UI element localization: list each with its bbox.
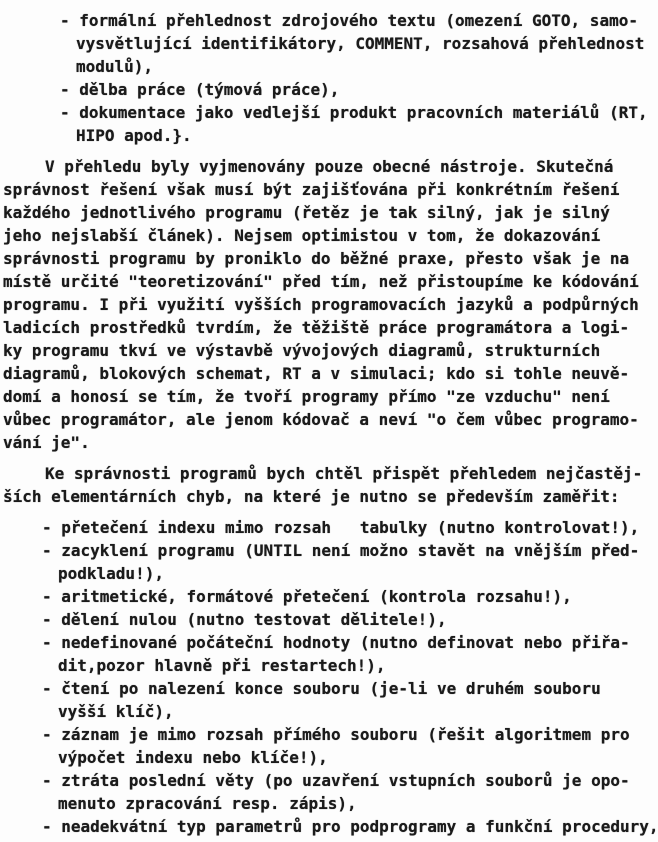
- top-list-item-3-line-2: HIPO apod.}.: [76, 126, 192, 145]
- paragraph-1-line-1: V přehledu byly vyjmenovány pouze obecné nástroje. Skutečná: [45, 157, 614, 176]
- paragraph-1-line-5: správnosti programu by proniklo do běžné praxe, přesto však je na: [3, 249, 630, 268]
- paragraph-1-line-10: diagramů, blokových schemat, RT a v simulaci; kdo si tohle neuvě-: [3, 364, 630, 383]
- paragraph-2-line-2: ších elementárních chyb, na které je nutno se především zaměřit:: [3, 487, 620, 506]
- error-list-item-3-line-1: - aritmetické, formátové přetečení (kontrola rozsahu!),: [42, 587, 572, 606]
- error-list-item-4-line-1: - dělení nulou (nutno testovat dělitele!),: [42, 610, 447, 629]
- error-list-item-9-line-1: - neadekvátní typ parametrů pro podprogramy a funkční procedury,: [42, 817, 658, 836]
- paragraph-1-line-7: programu. I při využití vyšších programovacích jazyků a podpůrných: [3, 295, 639, 314]
- paragraph-1-line-12: vůbec programátor, ale jenom kódovač a neví "o čem vůbec programo-: [3, 410, 639, 429]
- error-list-item-1-line-1: - přetečení indexu mimo rozsah tabulky (nutno kontrolovat!),: [42, 518, 640, 537]
- error-list-item-2-line-2: podkladu!),: [58, 564, 164, 583]
- error-list-item-8-line-2: menuto zpracování resp. zápis),: [58, 794, 357, 813]
- paragraph-2-line-1: Ke správnosti programů bych chtěl přispět přehledem nejčastěj-: [45, 464, 643, 483]
- error-list-item-7-line-2: výpočet indexu nebo klíče!),: [58, 748, 328, 767]
- paragraph-1-line-9: ky programu tkví ve výstavbě vývojových diagramů, strukturních: [3, 341, 601, 360]
- error-list-item-7-line-1: - záznam je mimo rozsah přímého souboru (řešit algoritmem pro: [42, 725, 630, 744]
- error-list-item-5-line-1: - nedefinované počáteční hodnoty (nutno definovat nebo přiřa-: [42, 633, 630, 652]
- top-list-item-1-line-2: vysvětlující identifikátory, COMMENT, rozsahová přehlednost: [76, 34, 645, 53]
- top-list-item-1-line-3: modulů),: [76, 57, 154, 76]
- top-list-item-2-line-1: - dělba práce (týmová práce),: [60, 80, 340, 99]
- error-list-item-6-line-1: - čtení po nalezení konce souboru (je-li ve druhém souboru: [42, 679, 601, 698]
- paragraph-1-line-3: každého jednotlivého programu (řetěz je tak silný, jak je silný: [3, 203, 610, 222]
- error-list-item-5-line-2: dit,pozor hlavně při restartech!),: [58, 656, 386, 675]
- paragraph-1-line-11: domí a honosí se tím, že tvoří programy přímo "ze vzduchu" není: [3, 387, 610, 406]
- paragraph-1-line-13: vání je".: [3, 433, 90, 452]
- paragraph-errors-intro: [0, 462, 658, 508]
- top-list-item-1-line-1: - formální přehlednost zdrojového textu (omezení GOTO, samo-: [60, 11, 638, 30]
- paragraph-1-line-4: jeho nejslabší článek). Nejsem optimistou v tom, že dokazování: [3, 226, 601, 245]
- error-bulleted-list: [0, 516, 658, 838]
- paragraph-1-line-2: správnost řešení však musí být zajišťována při konkrétním řešení: [3, 180, 620, 199]
- paragraph-overview: [0, 155, 658, 454]
- top-list-item-3-line-1: - dokumentace jako vedlejší produkt pracovních materiálů (RT,: [60, 103, 648, 122]
- error-list-item-6-line-2: vyšší klíč),: [58, 702, 174, 721]
- top-bulleted-list: [0, 9, 658, 147]
- error-list-item-2-line-1: - zacyklení programu (UNTIL není možno stavět na vnějším před-: [42, 541, 640, 560]
- paragraph-1-line-6: místě určité "teoretizování" před tím, než přistoupíme ke kódování: [3, 272, 639, 291]
- paragraph-1-line-8: ladicích prostředků tvrdím, že těžiště práce programátora a logi-: [3, 318, 630, 337]
- error-list-item-8-line-1: - ztráta poslední věty (po uzavření vstupních souborů je opo-: [42, 771, 630, 790]
